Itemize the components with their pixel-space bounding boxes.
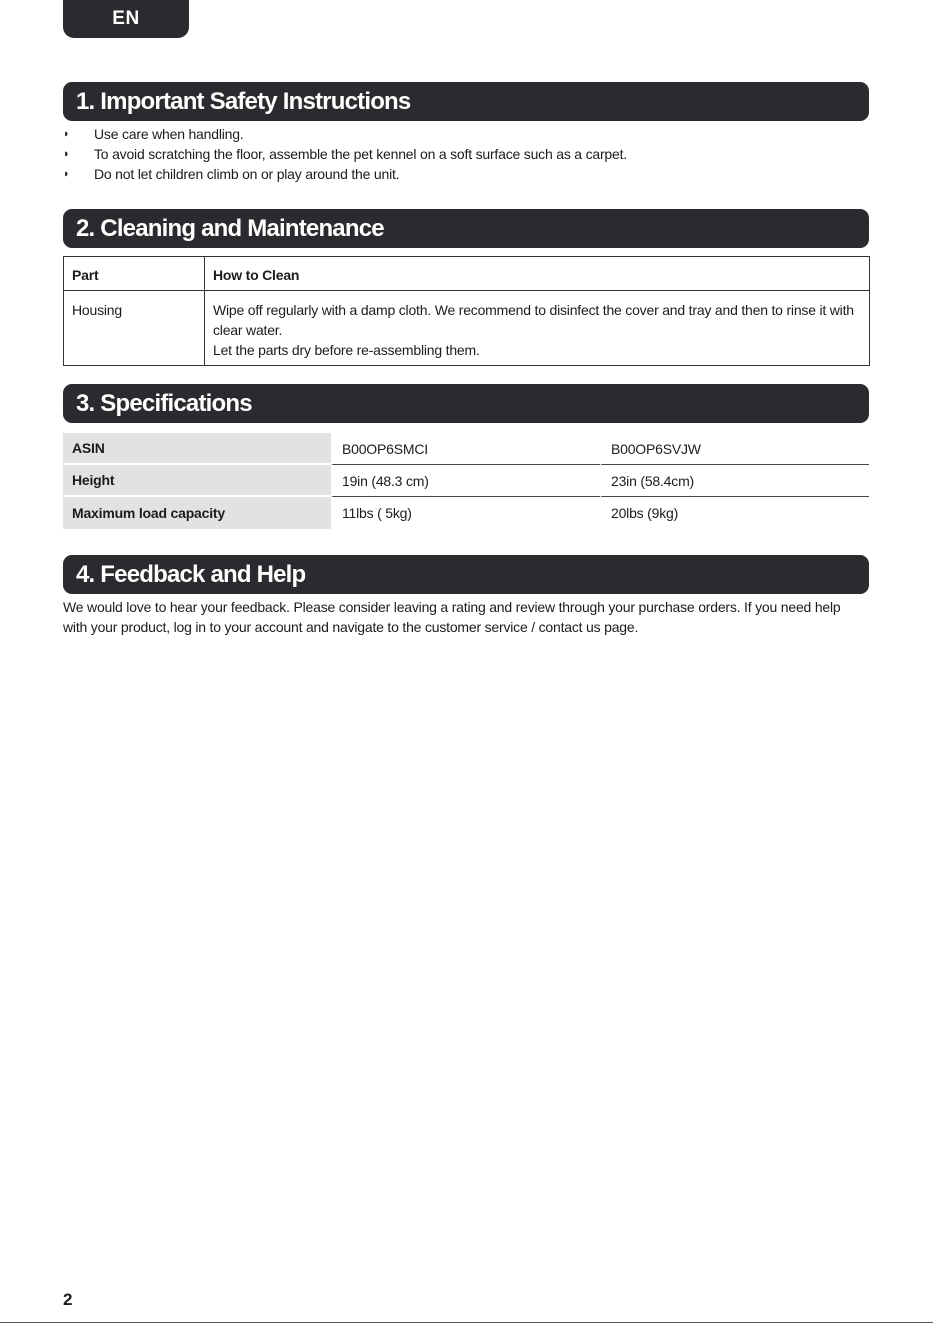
safety-list [63, 124, 627, 184]
table-row [63, 497, 869, 529]
feedback-heading: 4. Feedback and Help [63, 555, 869, 594]
table-row [64, 291, 870, 366]
spec-value: 19in (48.3 cm) [331, 465, 600, 497]
list-item-text: To avoid scratching the floor, assemble the pet kennel on a soft surface such as a carpet. [94, 146, 627, 162]
column-header-how-to-clean: How to Clean [205, 257, 870, 291]
spec-label: ASIN [63, 433, 331, 465]
cleaning-instruction: Let the parts dry before re-assembling them. [213, 342, 480, 358]
list-item-text: Use care when handling. [94, 126, 244, 142]
table-row [63, 433, 869, 465]
cleaning-table [63, 256, 870, 366]
list-item [63, 124, 627, 144]
spec-label: Height [63, 465, 331, 497]
cleaning-instruction: Wipe off regularly with a damp cloth. We recommend to disinfect the cover and tray and then to rinse it with clear water. [213, 302, 854, 338]
bullet-icon: ◗ [63, 168, 70, 180]
table-row [63, 465, 869, 497]
specs-heading: 3. Specifications [63, 384, 869, 423]
cell-how-to-clean [205, 291, 870, 366]
column-header-part: Part [64, 257, 205, 291]
spec-label: Maximum load capacity [63, 497, 331, 529]
specs-table [63, 433, 869, 529]
list-item [63, 164, 627, 184]
cell-part: Housing [64, 291, 205, 366]
list-item [63, 144, 627, 164]
spec-value: B00OP6SVJW [600, 433, 869, 465]
feedback-text: We would love to hear your feedback. Please consider leaving a rating and review through your purchase orders. If you need help with your product, log in to your account and navigate to the customer service / contact us page. [63, 599, 841, 635]
footer-divider [0, 1322, 933, 1323]
cleaning-heading: 2. Cleaning and Maintenance [63, 209, 869, 248]
safety-heading: 1. Important Safety Instructions [63, 82, 869, 121]
page-number: 2 [63, 1290, 73, 1309]
table-header-row [64, 257, 870, 291]
bullet-icon: ◗ [63, 148, 70, 160]
spec-value: 20lbs (9kg) [600, 497, 869, 529]
bullet-icon: ◗ [63, 128, 70, 140]
language-tab: EN [63, 0, 189, 38]
list-item-text: Do not let children climb on or play around the unit. [94, 166, 400, 182]
spec-value: 11lbs ( 5kg) [331, 497, 600, 529]
spec-value: 23in (58.4cm) [600, 465, 869, 497]
spec-value: B00OP6SMCI [331, 433, 600, 465]
